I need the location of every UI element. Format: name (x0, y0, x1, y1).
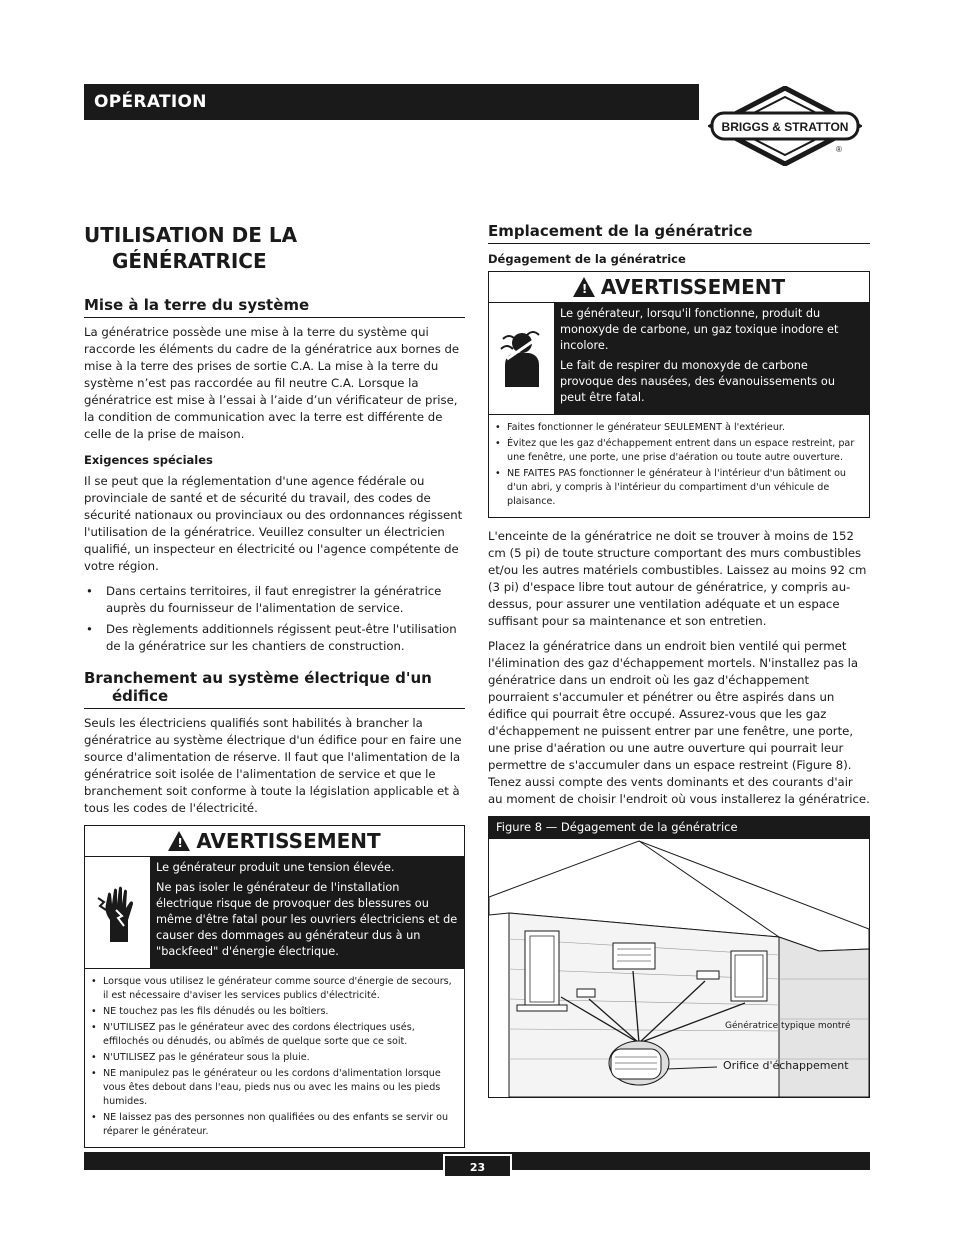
logo-brand: BRIGGS & STRATTON (721, 120, 849, 134)
list-item: • N'UTILISEZ pas le générateur sous la pluie. (89, 1051, 458, 1065)
special-heading: Exigences spéciales (84, 453, 213, 467)
branch-heading-line2: édifice (112, 687, 169, 705)
warning-box-co (488, 271, 870, 518)
branch-heading (84, 669, 465, 709)
warning-line: Le fait de respirer du monoxyde de carbone provoque des nausées, des évanouissements ou peut être fatal. (560, 359, 835, 404)
figure-caption: Figure 8 — Dégagement de la génératrice (489, 817, 869, 839)
warning-triangle-icon: ! (573, 277, 595, 297)
clearance-heading: Dégagement de la génératrice (488, 252, 686, 266)
list-item: • NE touchez pas les fils dénudés ou les boîtiers. (89, 1005, 458, 1019)
list-item: • Des règlements additionnels régissent peut-être l'utilisation de la génératrice sur les chantiers de construction. (84, 621, 465, 655)
list-item: • N'UTILISEZ pas le générateur avec des cordons électriques usés, effilochés ou dénudés, ou abîmés de quelque sorte que ce soit. (89, 1021, 458, 1049)
warning-header (489, 272, 869, 302)
list-item: • Évitez que les gaz d'échappement entrent dans un espace restreint, par une fenêtre, une porte, une prise d'aération ou toute autre ouverture. (493, 437, 863, 465)
special-bullets (84, 583, 465, 655)
list-item: • Dans certains territoires, il faut enregistrer la génératrice auprès du fournisseur de l'alimentation de service. (84, 583, 465, 617)
warning-text (555, 303, 869, 414)
briggs-stratton-logo (708, 86, 862, 166)
page-number: 23 (443, 1154, 512, 1176)
electric-shock-icon (85, 857, 151, 968)
warning-title: AVERTISSEMENT (196, 829, 381, 853)
warning-line: Le générateur, lorsqu'il fonctionne, produit du monoxyde de carbone, un gaz toxique inodore et incolore. (560, 307, 839, 352)
special-body: Il se peut que la réglementation d'une agence fédérale ou provinciale de santé et de sécurité du travail, des codes de sécurité nationaux ou provinciaux ou des ordonnances régissent l'utilisation de la génératrice. Veuillez consulter un électricien qualifié, un inspecteur en électricité ou l'agence compétente de votre région. (84, 474, 463, 573)
figure-8 (488, 816, 870, 1098)
toxic-fumes-icon (489, 303, 555, 414)
ventilation-paragraph: Placez la génératrice dans un endroit bien ventilé qui permet l'élimination des gaz d'échappement mortels. N'installez pas la génératrice dans un endroit où les gaz d'échappement pourraient s'accumuler et pénétrer ou être aspirés dans un édifice qui pourrait être occupé. Assurez-vous que les gaz d'échappement ne puissent entrer par une fenêtre, une porte, une prise d'aération ou une autre ouverture qui pourrait leur permettre de s'accumuler dans un espace restreint (Figure 8). Tenez aussi compte des vents dominants et des courants d'air au moment de choisir l'endroit où vous installerez la génératrice. (488, 639, 870, 806)
warning-line: Ne pas isoler le générateur de l'installation électrique risque de provoquer des blessures ou même d'être fatal pour les ouvriers électriciens et de causer des dommages au générateur dus à un "backfeed" d'énergie électrique. (156, 881, 458, 958)
page-title-line2: GÉNÉRATRICE (112, 249, 267, 273)
right-column (488, 222, 870, 1098)
warning-body (85, 856, 464, 968)
warning-triangle-icon: ! (168, 831, 190, 851)
typical-generator-note: Génératrice typique montré (725, 1021, 851, 1031)
warning-line: Le générateur produit une tension élevée. (156, 861, 395, 874)
warning-header (85, 826, 464, 856)
logo-registered: ® (836, 145, 842, 154)
warning-title: AVERTISSEMENT (600, 275, 786, 299)
warning-bullets (489, 414, 869, 517)
ground-heading: Mise à la terre du système (84, 296, 465, 318)
exhaust-port-label: Orifice d'échappement (723, 1059, 849, 1072)
list-item: • NE laissez pas des personnes non qualifiées ou des enfants se servir ou réparer le générateur. (89, 1111, 458, 1139)
left-column (84, 222, 465, 1148)
section-label: OPÉRATION (94, 92, 207, 112)
list-item: • Lorsque vous utilisez le générateur comme source d'énergie de secours, il est nécessaire d'aviser les services publics d'électricité. (89, 975, 458, 1003)
location-heading: Emplacement de la génératrice (488, 222, 870, 244)
warning-bullets (85, 968, 464, 1147)
page-title-line1: UTILISATION DE LA (84, 223, 298, 247)
section-header (84, 84, 699, 120)
warning-body (489, 302, 869, 414)
clearance-paragraph: L'enceinte de la génératrice ne doit se trouver à moins de 152 cm (5 pi) de toute structure comportant des murs combustibles et/ou les autres matériels combustibles. Laissez au moins 92 cm (3 pi) d'espace libre tout autour de génératrice, y compris au-dessus, pour assurer une ventilation adéquate et un espace suffisant pour sa maintenance et son entretien. (488, 529, 867, 628)
branch-body: Seuls les électriciens qualifiés sont habilités à brancher la génératrice au système électrique d'un édifice pour en faire une source d'alimentation de réserve. Il faut que l'alimentation de la génératrice soit isolée de l'alimentation de service et que le branchement soit conforme à toute la législation applicable et à tous les codes de l'électricité. (84, 716, 462, 815)
warning-text (151, 857, 464, 968)
warning-box-electric (84, 825, 465, 1148)
figure-illustration (489, 839, 869, 1097)
branch-heading-line1: Branchement au système électrique d'un (84, 669, 432, 687)
list-item: • Faites fonctionner le générateur SEULEMENT à l'extérieur. (493, 421, 863, 435)
ground-body: La génératrice possède une mise à la terre du système qui raccorde les éléments du cadre de la génératrice aux bornes de mise à la terre des prises de sortie C.A. La mise à la terre du système n’est pas raccordée au fil neutre C.A. Lorsque la génératrice est mise à l’essai à l’aide d’un vérificateur de prise, la condition de communication avec la terre est différente de celle de la prise de maison. (84, 325, 460, 441)
page-title (84, 222, 465, 274)
list-item: • NE manipulez pas le générateur ou les cordons d'alimentation lorsque vous êtes debout dans l'eau, pieds nus ou avec les mains ou les pieds humides. (89, 1067, 458, 1109)
list-item: • NE FAITES PAS fonctionner le générateur à l'intérieur d'un bâtiment ou d'un abri, y compris à l'intérieur du compartiment d'un véhicule de plaisance. (493, 467, 863, 509)
